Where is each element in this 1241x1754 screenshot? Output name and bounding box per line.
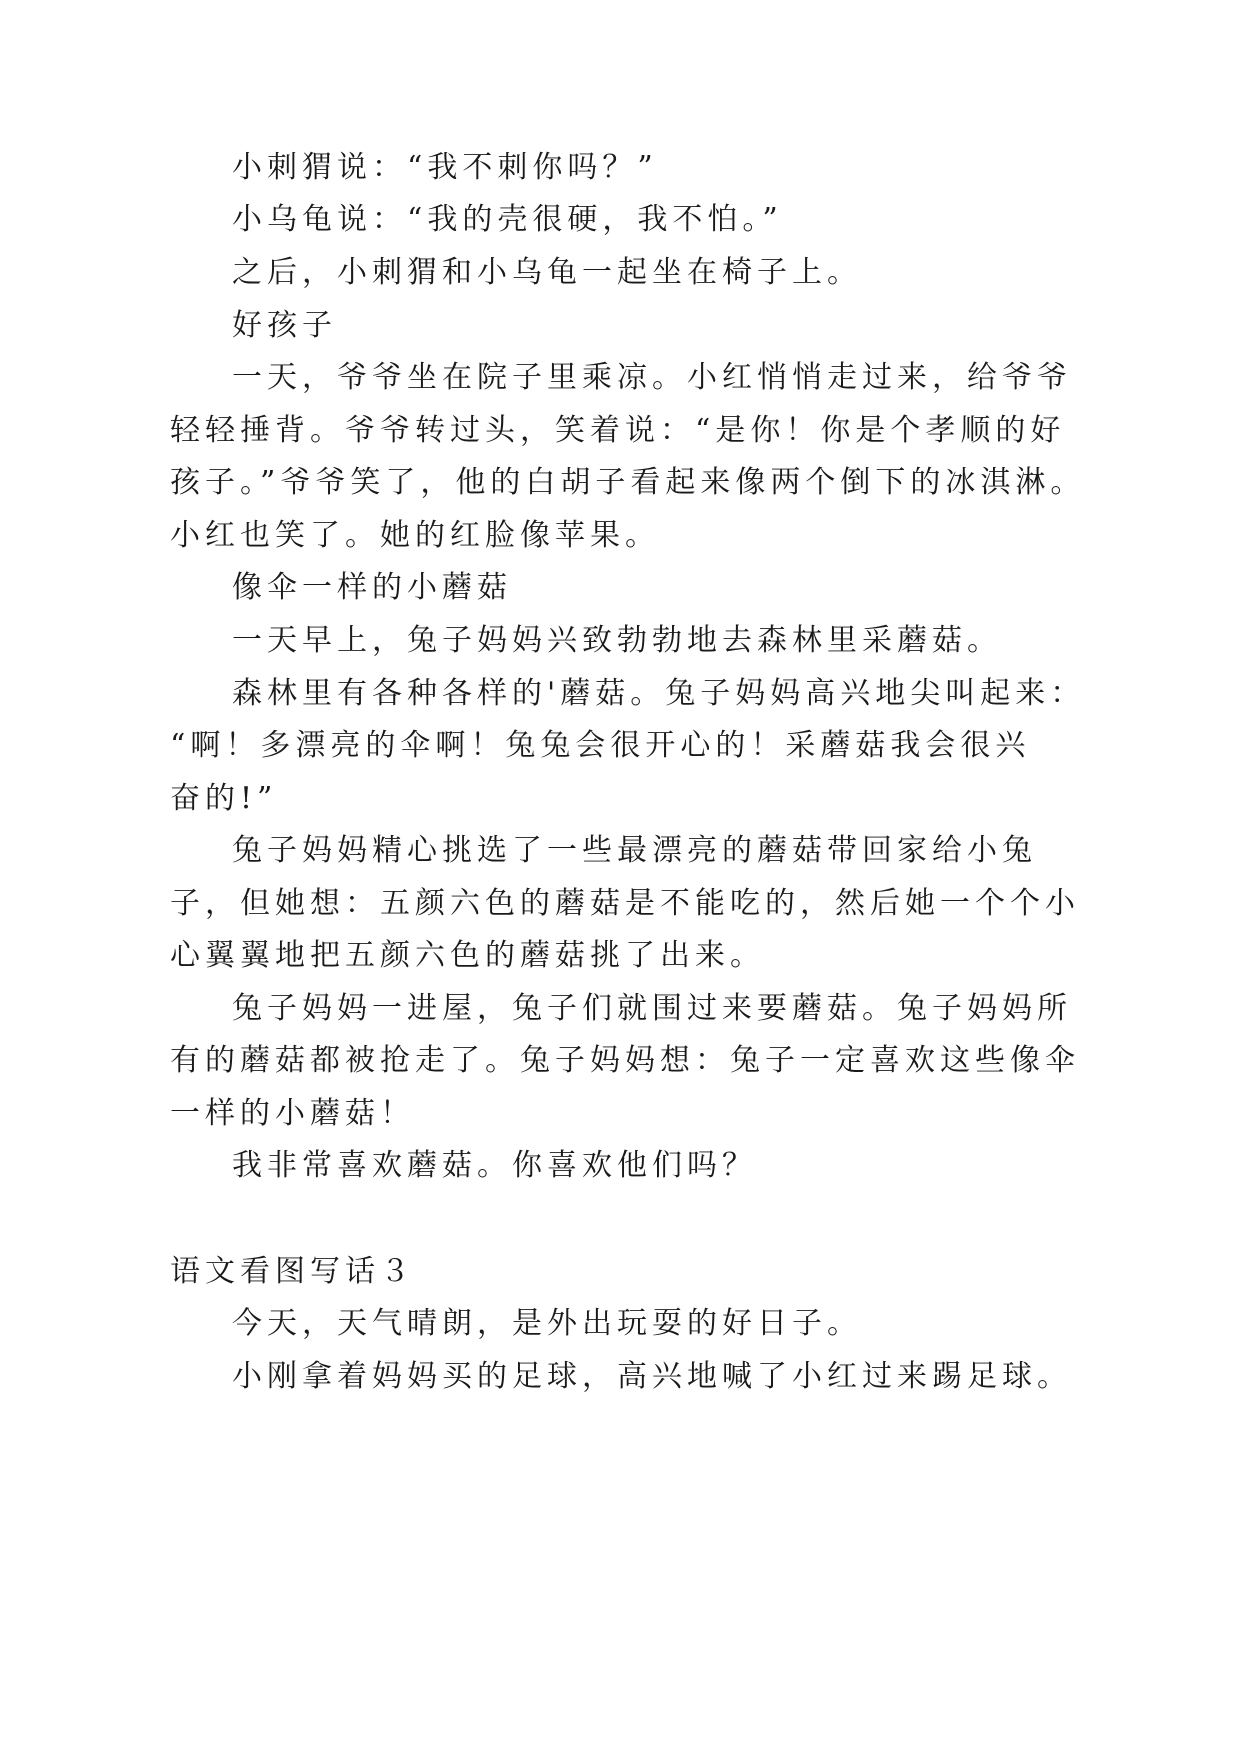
text-line: 我非常喜欢蘑菇。你喜欢他们吗？: [232, 1148, 757, 1183]
text-line: 孩子。”爷爷笑了，他的白胡子看起来像两个倒下的冰淇淋。: [170, 465, 1086, 500]
text-line: 小刺猬说：“我不刺你吗？”: [232, 150, 658, 185]
text-line: 今天，天气晴朗，是外出玩耍的好日子。: [232, 1306, 862, 1341]
text-line: 一样的小蘑菇！: [170, 1096, 415, 1131]
text-line: 轻轻捶背。爷爷转过头，笑着说：“是你！你是个孝顺的好: [170, 413, 1066, 448]
text-line: “啊！多漂亮的伞啊！兔兔会很开心的！采蘑菇我会很兴: [170, 728, 1031, 763]
text-line: 兔子妈妈一进屋，兔子们就围过来要蘑菇。兔子妈妈所: [232, 991, 1072, 1026]
text-line: 子，但她想：五颜六色的蘑菇是不能吃的，然后她一个个小: [170, 886, 1080, 921]
section-heading: 像伞一样的小蘑菇: [232, 570, 512, 605]
text-line: 有的蘑菇都被抢走了。兔子妈妈想：兔子一定喜欢这些像伞: [170, 1043, 1080, 1078]
section-heading: 好孩子: [232, 308, 337, 343]
section-title: 语文看图写话３: [170, 1254, 415, 1289]
text-line: 一天，爷爷坐在院子里乘凉。小红悄悄走过来，给爷爷: [232, 360, 1072, 395]
text-line: 森林里有各种各样的'蘑菇。兔子妈妈高兴地尖叫起来：: [232, 676, 1086, 711]
text-line: 心翼翼地把五颜六色的蘑菇挑了出来。: [170, 938, 765, 973]
text-line: 之后，小刺猬和小乌龟一起坐在椅子上。: [232, 255, 862, 290]
text-line: 小刚拿着妈妈买的足球，高兴地喊了小红过来踢足球。: [232, 1359, 1072, 1394]
text-line: 小红也笑了。她的红脸像苹果。: [170, 518, 660, 553]
text-line: 小乌龟说：“我的壳很硬，我不怕。”: [232, 202, 783, 237]
text-line: 奋的!”: [170, 781, 278, 816]
text-line: 一天早上，兔子妈妈兴致勃勃地去森林里采蘑菇。: [232, 623, 1002, 658]
text-line: 兔子妈妈精心挑选了一些最漂亮的蘑菇带回家给小兔: [232, 833, 1037, 868]
